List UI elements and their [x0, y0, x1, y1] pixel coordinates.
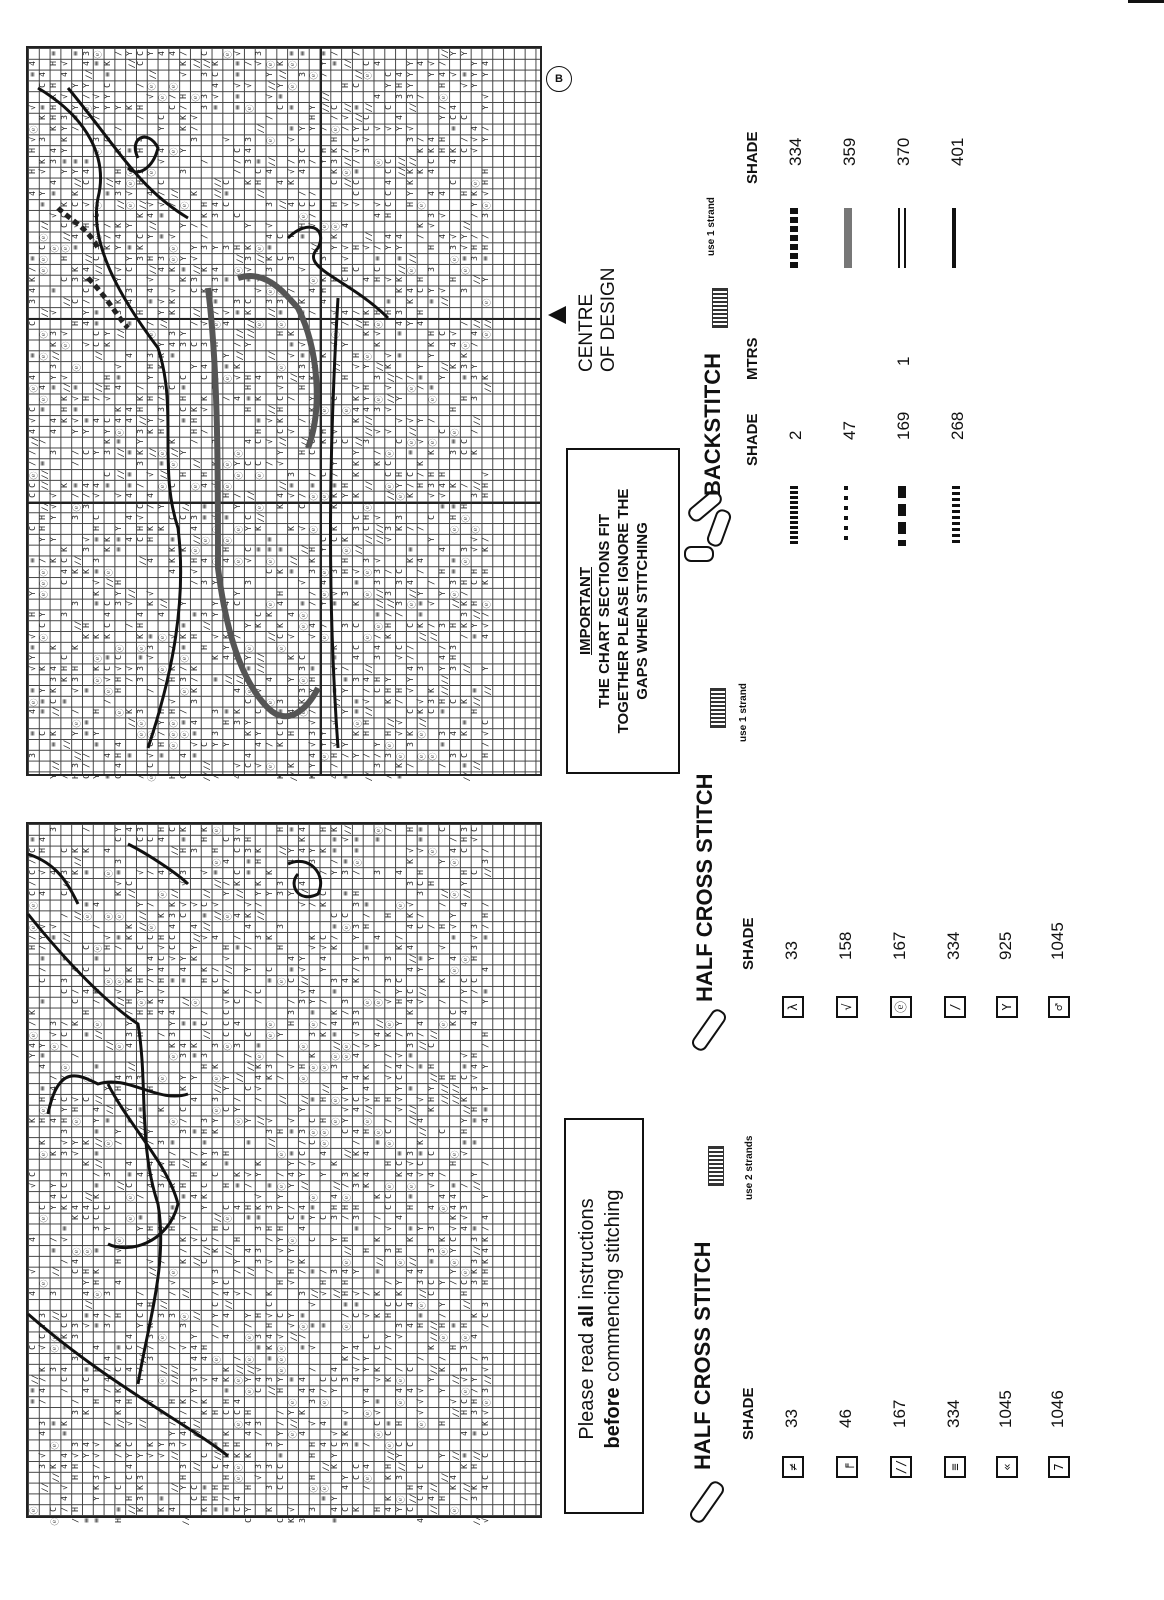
legend-symbol-key: ≡ — [944, 1456, 966, 1478]
mtrs-header: MTRS — [744, 337, 761, 380]
thread-icon — [710, 688, 726, 728]
legend-title: HALF CROSS STITCH — [690, 1241, 715, 1470]
legend-shade-value: 33 — [782, 1409, 801, 1428]
chart-section-upper — [26, 46, 542, 782]
legend-symbol-key: ╒ — [836, 1456, 858, 1478]
legend-title: BACKSTITCH — [700, 353, 725, 496]
strand-note: use 1 strand — [738, 683, 749, 742]
important-line: GAPS WHEN STITCHING — [634, 522, 651, 700]
backstitch-outlines — [27, 48, 540, 782]
chart-section-lower — [26, 822, 542, 1526]
legend-symbol-key: « — [996, 1456, 1018, 1478]
backstitch-shade-value: 2 — [786, 430, 805, 440]
legend-shade-value: 167 — [890, 1399, 909, 1428]
legend-symbol-key: λ — [782, 996, 804, 1018]
backstitch-sample — [952, 486, 960, 546]
chart-symbols: 3 / Y 4 3 H C K K ⓔ √ H ≡ 4 H K // ⓔ / H ≡ C 3 C ≡ 4 C C C 4 ≡ H C 3 H K ≡ √ ≡ ≡ ≡ / H √ C H C K K 4 // H 3 H C 3 K // Y 4 Y K ≡ ≡ √ √ ⓔ 4 C / / // 3 ⓔ 4 ≡ H 4 3 / ≡ ⓔ K Y ⓔ 3 C √ 4 3 K ≡ ⓔ ≡ √ / 4 Y 3 √ ≡ C ≡ K / Y 3 / 3 4 H H C // / // √ C √ // / K K 3 4 3 C H Y C 4 C K // ⓔ // // Y // Y Y 3 Y // C ≡ H 3 // ⓔ // ⓔ ≡ 4 Y / K √ √ C √ √ / √ / K 3 ≡ ⓔ √ / 4 / / // ⓔ ⓔ ⓔ // K 3 C ≡ // ⓔ 4 K // C C / H K / Y H ⓔ √ √ / K // ⓔ 4 4 // 4 3 ≡ ⓔ 3 H 4 C / H √ 3 / / Y ≡ // √ ≡ K C H C // √ 4 / 3 K K C / Y 4 / ≡ √ ≡ H / C ⓔ H / C √ C Y H ≡ / H √ √ K ≡ K 4 √ 3 ≡ ≡ ≡ 4 C √ Y K √ 4 Y 4 Y 3 3 // ≡ Y 4 ⓔ H / 4 C C K Y 4 4 K / // Y C ≡ √ Y / 4 Y ⓔ 4 C 3 ⓔ ⓔ K H / H ≡ ≡ H C / ≡ ⓔ C // 3 4 K 3 C K C C C / 4 K √ Y √ K / C √ 4 ≡ / Y C // Y / ≡ ≡ C / // H ⓔ K 4 // ⓔ √ C / / 3 Y / 3 ⓔ ⓔ √ H 4 √ / / Y K H / H H 4 4 / C 3 ≡ K / 3 K C 4 / 3 / K ⓔ Y Y ≡ ≡ C C 4 ⓔ H ⓔ / 4 3 // ⓔ Y 4 ⓔ K 4 ⓔ √ C ≡ // 3 H / 3 // C C ⓔ Y 3 K ≡ √ 4 K / 3 / // H 4 Y ⓔ / // ⓔ 4 K 4 K 3 ⓔ 3 ≡ ⓔ // ⓔ / √ Y 3 // C / Y ≡ / ⓔ 3 ≡ 3 / ⓔ / K ⓔ ⓔ 4 / √ ≡ √ H 4 ⓔ ≡ // H K // K 3 √ H ⓔ ⓔ 3 K / 4 / ≡ H ≡ 4 Y / Y ⓔ 4 3 3 ⓔ Y Y ⓔ Y // 4 K / ⓔ 4 4 K √ C // H H C √ ≡ 4 Y H H K // Y C √ // Y 4 Y ≡ Y // // 3 Y H Y C √ C // Y 4 3 / / // // ≡ H ⓔ √ C √ H H √ √ H // // K ⓔ Y H 4 // Y ≡ K C ⓔ C Y Y √ 4 // √ // K // H ≡ K H 4 H ⓔ Y ≡ ≡ // ⓔ / 3 Y ⓔ Y // √ √ C H ⓔ Y ⓔ / // 4 Y ≡ 4 3 ≡ Y // Y 3 ≡ H K 3 H ≡ 3 ⓔ ⓔ C 4 H ⓔ C // C H K √ Y K // ⓔ / / 3 ≡ ≡ ≡ // / C ⓔ / ≡ ⓔ K ≡ ≡ ⓔ K 3 √ ≡ / / Y 3 H ⓔ ≡ C 4 // K 4 ≡ 3 ≡ C ⓔ √ K // 4 4 √ H // K ≡ K Y / √ K H C √ C H / C 3 / 3 ≡ 4 Y // H C K √ Y / 4 Y Y 3 K 4 K 4 √ 4 / Y √ Y C ≡ // C 4 3 K H C H ≡ / ≡ ⓔ Y // // / 3 K ⓔ ⓔ √ ≡ / // 4 C // K ⓔ / ≡ 4 K √ Y ⓔ 4 ⓔ K C ≡ 4 4 Y C Y K 4 4 C C ≡ Y C 4 H K 3 Y / 4 ≡ H H H C H 4 ⓔ 4 3 ⓔ K C C ⓔ ≡ K √ // ⓔ ≡ ≡ C ≡ Y C 3 / 3 / 4 K √ 4 ≡ 3 Y Y H 3 H / H C 3 H H 4 ≡ √ ≡ Y 3 √ 4 ≡ / 4 / √ ⓔ Y K √ C / H / Y ⓔ C Y H K K K C 3 K ≡ ⓔ ⓔ ≡ √ / // K // 4 3 √ Y // H 3 H 3 ⓔ Y // 4 / 4 H √ / K // C Y 3 √ √ K ⓔ // ⓔ // ≡ ⓔ 3 K √ // C H K // ⓔ 3 / // / H / ≡ / 3 4 Y ≡ 4 4 Y ⓔ K H ⓔ Y H 4 √ Y C H √ H H / Y 3 C Y / C 3 H 4 3 4 ⓔ 3 / / // / 4 √ / K 3 // √ // H √ / K K // C H // 4 H // C // C √ ≡ ≡ C C 4 ⓔ Y // 3 3 // C ≡ 4 / H C 3 3 ⓔ // Y 4 Y H √ C Y ≡ / C √ K H ≡ / K C Y C 3 √ ≡ 3 Y K 3 / / H √ ⓔ ≡ ≡ ⓔ 3 4 H // H ≡ H / C ⓔ K 3 4 3 ⓔ Y / 4 ⓔ 3 4 √ // / C Y √ // ⓔ ⓔ 4 C √ ⓔ ≡ 4 ≡ C / / / √ 4 H ≡ K ⓔ ≡ √ Y 4 C / K H 3 3 4 / // 3 4 4 ⓔ / ⓔ ≡ ⓔ K / Y / / / / 3 K 3 4 ≡ H / C 4 / // // √ K // // √ ⓔ / 4 √ Y K / C // K 3 √ // / C C 4 Y ⓔ // 3 √ 4 K ⓔ Y 4 3 Y ≡ 4 C C 3 4 √ K ⓔ Y // √ Y // ≡ 4 / 4 / K Y ≡ ⓔ C // H 4 4 / Y 4 4 4 √ Y ⓔ / 3 ≡ / / H 4 H √ H K / K H 4 ⓔ 3 ⓔ Y ≡ ⓔ √ √ C H ⓔ 3 K K ≡ / K H C C H / Y K √ ⓔ √ √ // H 3 √ 3 ≡ K / // √ // / 4 // ⓔ 4 3 / // √ 4 ≡ C ≡ H ⓔ H K 4 ≡ Y 4 // K 4 / Y ⓔ 4 √ K ⓔ C 4 ≡ C ⓔ 3 4 √ K C K Y 3 √ ≡ H H 3 Y H 4 C 3 ≡ / ⓔ C C √ 4 √ Y √ / Y Y √ √ // C // H K K ≡ H Y // Y Y // ≡ // C 3 K 4 H / 4 3 // C 4 ⓔ 3 3 C // K C 4 H // C K H // H 3 Y C 3 H H ⓔ √ C H Y C ⓔ K 3 // 4 C // √ K C K // Y C ≡ H H H 3 C ⓔ ⓔ 4 / H 4 // K // K 4 4 Y H 3 ≡ C H H / 4 ≡ Y K ⓔ // C 4 H / 3 ⓔ C / H ≡ // K K 4 K ≡ ≡ C Y K √ 3 4 C K H 4 Y C // ⓔ ⓔ / ≡ ≡ H // C C K 3 ≡ 4 // √ — [27, 824, 493, 1526]
legend-symbol-key: Y — [996, 996, 1018, 1018]
centre-label: CENTRE OF DESIGN — [576, 267, 619, 372]
legend-shade-value: 1045 — [996, 1390, 1015, 1428]
strand-note: use 1 strand — [706, 197, 717, 256]
legend-symbol-key: √ — [836, 996, 858, 1018]
shade-header: SHADE — [740, 917, 757, 970]
important-line: TOGETHER PLEASE IGNORE THE — [615, 488, 632, 734]
section-b-label: B — [555, 73, 563, 85]
backstitch-shade-value: 370 — [894, 137, 913, 166]
legend-shade-value: 1046 — [1048, 1390, 1067, 1428]
backstitch-shade-value: 359 — [840, 137, 859, 166]
thread-icon — [712, 288, 728, 328]
important-notice — [566, 448, 680, 774]
backstitch-outlines — [27, 824, 540, 1526]
page-corner-mark — [1128, 0, 1164, 25]
backstitch-sample — [898, 208, 906, 268]
chart-symbols: ≡ ≡ 3 ⓔ / Y C Y 4 4 / C ⓔ √ 3 ≡ ≡ ≡ / / // Y Y 4 H √ 4 ≡ K // C K // // K ≡ / √ ⓔ K ⓔ Y ≡ // C 4 Y 4 √ / Y 4 ≡ 4 4 // ≡ // √ 3 C ≡ Y // 3 ⓔ / // ⓔ C 4 Y Y 4 √ ≡ Y Y C H Y Y C / ⓔ ⓔ 4 √ √ // Y ⓔ H C Y H Y H √ Y K √ / √ Y √ ⓔ / H ⓔ 3 √ ≡ √ ≡ // 4 3 3 / ⓔ √ √ ≡ H Y ⓔ Y Y Y K H C / 3 ≡ ≡ ⓔ C ≡ Y // C // ≡ // C // / 4 Y K H 3 ≡ √ / / C K √ / H / √ // C 4 Y C C ⓔ K Y / / Y K / // ≡ Y Y / ⓔ / Y C √ √ Y √ ≡ 4 / √ 3 K 3 C 4 3 √ 3 ⓔ √ H C √ 3 / 4 H / √ Y H 4 Y ⓔ K ≡ H 4 ⓔ Y C 4 C H K / √ 3 K K H K C √ K 3 ≡ ≡ ≡ √ / / 3 ≡ // / 3 / Y 3 // / ⓔ C // // C 4 H √ Y Y 4 H ⓔ 3 ⓔ 3 / C 4 √ 4 K ⓔ ≡ C // K K 4 H 4 // C // 4 ⓔ H C // C K H 4 K C // C 4 K C ⓔ H 4 Y ≡ K ≡ 3 √ 4 / // K // ≡ // / / C C Y 4 4 H K √ ≡ K C √ ⓔ // ⓔ // √ √ / ⓔ H 4 C 3 // 4 C C H √ √ √ C H ⓔ Y ⓔ √ C C K 4 ≡ K 3 C ⓔ / 4 H 3 √ / 3 // C √ H 4 / K Y // Y / / Y √ H √ ⓔ ⓔ 4 K √ // ⓔ // 4 ⓔ / 4 C Y ≡ √ / 4 C Y ≡ K // 4 4 / 4 √ Y / / C ⓔ ⓔ ≡ 3 K Y ≡ K ⓔ Y 3 Y 3 H K ⓔ ≡ // Y √ H √ / Y Y H 3 √ H H ≡ ⓔ H // C Y 3 H 3 ⓔ Y √ // 3 // K C 3 3 √ ≡ ≡ // ⓔ ≡ 3 ≡ / ⓔ K 4 // √ C // 4 K ≡ // K 4 ⓔ √ 3 √ H C C // ⓔ 3 ⓔ K C 3 K √ Y √ K 3 3 ≡ ≡ √ ⓔ K H C 4 H √ K H H // Y 4 ≡ C 3 4 √ C K 4 √ ⓔ ⓔ / 4 H K 4 C Y √ 3 3 // C / √ K 4 ≡ √ K ≡ 3 C 3 3 ≡ K 4 ≡ K ≡ // ⓔ // √ Y ≡ 3 H Y K // / √ ≡ K // ≡ ≡ / √ 4 / K H H 3 H C H 4 ≡ ≡ / // / √ ⓔ 4 // ⓔ ⓔ 4 / // H ⓔ 4 Y 4 / // // ⓔ 3 √ C Y // ⓔ 3 Y // // H K ⓔ K √ ≡ H C √ 4 ⓔ K ⓔ √ C K Y 4 3 C 3 H / Y ≡ √ √ Y K K 4 ⓔ / ≡ ⓔ // // 4 3 K ≡ Y // // √ ≡ K H ⓔ √ ≡ Y K 3 ⓔ √ H K Y 4 ≡ ≡ K ⓔ 3 // // √ Y // K Y // K 3 Y 4 Y √ H ≡ Y C C / ⓔ √ H 4 3 // 4 K H 3 // / / ≡ Y ≡ 3 K ⓔ 4 ≡ // ≡ // H 4 / 3 C ≡ C H √ H √ H √ ⓔ / ≡ // ⓔ K √ H / √ K H / H K / 4 ≡ K C / Y C K Y ⓔ // Y ⓔ H 3 C ≡ H ≡ K 4 H 3 C K √ H // H K ⓔ ⓔ 4 4 3 √ H √ 4 K √ ≡ 4 C 4 4 // Y √ ≡ H ≡ √ K / ⓔ K // √ √ Y / // 4 4 Y Y Y ⓔ 3 K H H / H C √ H H √ // √ √ // C ⓔ / // / K ≡ Y K / 3 4 C √ // // C K C C // 3 C ⓔ √ ⓔ ≡ C / 3 / C Y 3 // ≡ K // ⓔ // Y ⓔ Y H C Y / ⓔ ≡ K 3 C K / ≡ / 3 ≡ ⓔ // K ⓔ Y C C / √ Y K K C K ⓔ // C // ≡ √ // H H ⓔ ⓔ 3 / C / K C H C / H H √ C // K ≡ 4 4 ≡ ≡ / ⓔ C ⓔ 4 √ ⓔ // ≡ ≡ ≡ H // ⓔ Y / H 3 4 K / // H C √ / / √ √ 4 4 H / // 4 √ / ⓔ ⓔ K Y K // ⓔ K √ √ 3 H // √ ⓔ 3 C / Y // ≡ Y ⓔ K C K ⓔ ≡ ≡ H H Y 3 C 4 √ C C 3 ≡ √ ≡ C // C H √ 3 C H ⓔ C H H Y H K K 4 ⓔ ⓔ Y K K √ ⓔ K 3 C // 3 K / / ⓔ ⓔ Y Y √ ≡ K ≡ 4 C H ≡ // ⓔ ⓔ ≡ C C K // // √ Y √ / K 3 K ≡ K K ⓔ H C ≡ ≡ ≡ // H Y ⓔ // ≡ 4 3 √ K ≡ / K C // 3 // 4 K H 4 ⓔ 4 ⓔ √ ⓔ // K H 3 √ K 4 ≡ ⓔ ⓔ 4 K K ≡ ⓔ 4 √ C K ≡ 3 ⓔ 3 H √ ⓔ 3 / C / H ≡ H H ⓔ C √ // H / 3 Y 3 √ 4 ≡ 3 3 4 / 3 H C K Y ⓔ K Y // √ Y H / ⓔ √ 3 ⓔ // 3 // Y Y ⓔ / 3 ≡ C 3 √ K // Y Y 4 C ⓔ 4 ≡ / Y ≡ K // // 3 ⓔ ≡ √ // K H ⓔ H Y 3 4 4 4 ≡ 3 Y ≡ C K 4 ⓔ ≡ / / ≡ 3 // / C // H C / H ≡ // Y K K ⓔ 4 / 3 C ⓔ H C K / 3 H K Y √ √ ⓔ K K K K ≡ ⓔ √ K H √ K / // C √ √ ⓔ ⓔ / K // // / ≡ 4 ≡ K K ⓔ ⓔ 3 / ≡ H Y ⓔ ⓔ K C 4 C / / 3 Y C ⓔ ≡ C ≡ √ ⓔ K 4 K Y // K C ≡ 4 3 √ / 4 H √ K 4 H H K C √ √ 3 ⓔ K / K ≡ // 3 ≡ √ / // 4 3 Y 3 // Y 3 K 3 ⓔ √ H / 3 / H 3 / ≡ // // Y 4 Y ⓔ H ≡ 3 4 H Y Y // ≡ Y K √ ≡ ⓔ H / ⓔ K 4 ⓔ √ 3 Y ≡ Y / C H H √ K // ≡ // ⓔ ≡ C ≡ / √ 3 C ⓔ 3 K // ≡ √ K / √ 3 H C K // 4 ≡ // / H ⓔ K 3 H H / 3 ≡ K C ≡ 4 ⓔ / Y ≡ // C K C ≡ H ⓔ ≡ // ⓔ Y ⓔ ≡ 4 H 3 Y C √ √ ⓔ H // √ // ≡ C ≡ C K Y ≡ Y ⓔ ⓔ / ⓔ ⓔ ≡ 3 K Y C H 3 Y K H H √ K ⓔ 3 4 K √ ≡ // ≡ 4 C H ⓔ √ C Y Y 4 / K √ Y √ Y Y ⓔ 3 ≡ / 3 // / 4 H ≡ √ ≡ 4 ≡ 4 4 ⓔ H / Y / / 3 ⓔ ⓔ ⓔ 3 C H // 3 / 4 C // √ C √ ⓔ K Y / 3 K / / ≡ // Y / H C Y ≡ C / ⓔ H C // / 4 K // K 4 ≡ // / ≡ // — [27, 48, 493, 782]
backstitch-sample — [790, 486, 798, 546]
centre-arrow-icon — [548, 306, 566, 324]
legend-symbol-key: // — [890, 1456, 912, 1478]
section-b-marker — [546, 66, 572, 92]
legend-shade-value: 1045 — [1048, 922, 1067, 960]
legend-shade-value: 33 — [782, 941, 801, 960]
needle-icon — [689, 1007, 728, 1054]
legend-symbol-key: ♂ — [1048, 996, 1070, 1018]
shade-header: SHADE — [740, 1387, 757, 1440]
backstitch-shade-value: 169 — [894, 411, 913, 440]
legend-shade-value: 167 — [890, 931, 909, 960]
backstitch-mtrs-value: 1 — [894, 356, 913, 366]
legend-shade-value: 46 — [836, 1409, 855, 1428]
backstitch-sample — [952, 208, 956, 268]
legend-shade-value: 334 — [944, 931, 963, 960]
legend-symbol-key: 7 — [1048, 1456, 1070, 1478]
important-heading: IMPORTANT — [577, 566, 594, 656]
backstitch-sample — [898, 486, 906, 546]
backstitch-shade-value: 401 — [948, 137, 967, 166]
strand-note: use 2 strands — [744, 1135, 755, 1200]
legend-title: HALF CROSS STITCH — [692, 773, 717, 1002]
backstitch-shade-value: 47 — [840, 421, 859, 440]
read-instructions-notice: Please read all instructions before commencing stitching — [564, 1118, 644, 1514]
legend-symbol-key: ≠ — [782, 1456, 804, 1478]
legend-shade-value: 158 — [836, 931, 855, 960]
backstitch-sample — [844, 208, 852, 268]
legend-shade-value: 925 — [996, 931, 1015, 960]
legend-shade-value: 334 — [944, 1399, 963, 1428]
important-line: THE CHART SECTIONS FIT — [596, 513, 613, 709]
backstitch-sample — [844, 486, 848, 546]
backstitch-sample — [790, 208, 798, 268]
legend-symbol-key: / — [944, 996, 966, 1018]
thread-icon — [708, 1146, 724, 1186]
needle-icon — [687, 1479, 726, 1526]
legend-symbol-key: ⓔ — [890, 996, 912, 1018]
shade-header: SHADE — [744, 413, 761, 466]
shade-header-2: SHADE — [744, 131, 761, 184]
backstitch-shade-value: 334 — [786, 137, 805, 166]
backstitch-shade-value: 268 — [948, 411, 967, 440]
